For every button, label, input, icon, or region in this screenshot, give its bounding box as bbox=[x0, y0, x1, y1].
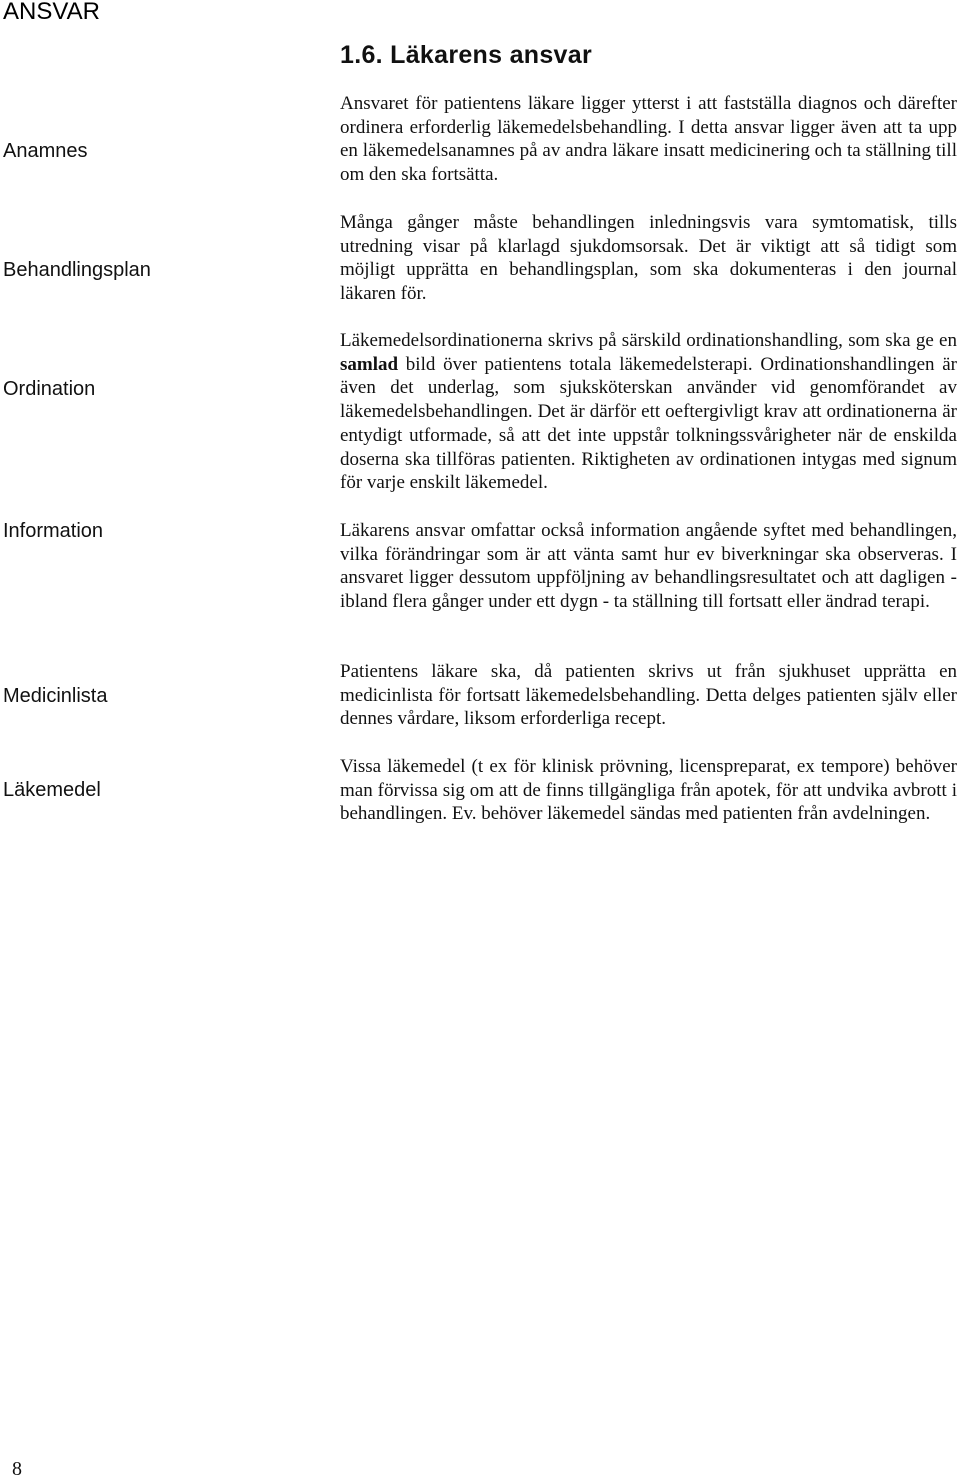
margin-label-information: Information bbox=[3, 520, 104, 542]
paragraph-medicinlista: Patientens läkare ska, då patienten skrivs ut från sjukhuset upprätta en medicinlista för fortsatt läkemedelsbehandling. Detta delges patienten själv eller dennes vårdare, liksom erforderliga recept. bbox=[340, 661, 957, 730]
paragraph-behandlingsplan: Många gånger måste behandlingen inledningsvis vara symtomatisk, tills utredning visar på klarlagd sjukdomsorsak. Det är viktigt att så tidigt som möjligt upprätta en behandlingsplan, som ska dokumenteras i den journal läkaren för. bbox=[340, 212, 957, 305]
paragraph-ordination-after: bild över patientens totala läkemedelsterapi. Ordinationshandlingen är även det underlag, som sjuksköterskan använder vid genomförandet av läkemedelsbehandlingen. Det är därför ett oeftergivligt krav att ordinationerna är entydigt utformade, så att det inte uppstår tolkningssvårigheter när de enskilda doserna ska tillföras patienten. Riktigheten av ordinationen intygas med signum för varje enskilt läkemedel. bbox=[340, 353, 957, 494]
paragraph-ordination-before: Läkemedelsordinationerna skrivs på särskild ordinationshandling, som ska ge en bbox=[340, 330, 957, 351]
running-header-title: ANSVAR bbox=[3, 0, 100, 25]
paragraph-lakemedel: Vissa läkemedel (t ex för klinisk prövning, licenspreparat, ex tempore) behöver man förvissa sig om att de finns tillgängliga från apotek, för att undvika avbrott i behandlingen. Ev. behöver läkemedel sändas med patienten från avdelningen. bbox=[340, 756, 957, 825]
paragraph-information: Läkarens ansvar omfattar också information angående syftet med behandlingen, vilka förändringar som är att vänta samt hur ev biverkningar ska observeras. I ansvaret ligger dessutom uppföljning av behandlingsresultatet och att dagligen - ibland flera gånger under ett dygn - ta ställning till fortsatt eller ändrad terapi. bbox=[340, 520, 957, 613]
margin-label-ordination: Ordination bbox=[3, 378, 96, 400]
margin-label-anamnes: Anamnes bbox=[3, 140, 88, 162]
paragraph-anamnes: Ansvaret för patientens läkare ligger ytterst i att fastställa diagnos och därefter ordinera erforderlig läkemedelsbehandling. I detta ansvar ligger även att ta upp en läkemedelsanamnes på av andra läkare insatt medicinering och ta ställning till om den ska fortsätta. bbox=[340, 93, 957, 186]
emphasis-samlad: samlad bbox=[340, 353, 399, 375]
section-heading: 1.6. Läkarens ansvar bbox=[340, 41, 592, 69]
page-number: 8 bbox=[12, 1458, 22, 1480]
margin-label-behandlingsplan: Behandlingsplan bbox=[3, 259, 151, 281]
paragraph-ordination bbox=[340, 329, 957, 495]
margin-label-lakemedel: Läkemedel bbox=[3, 779, 101, 801]
margin-label-medicinlista: Medicinlista bbox=[3, 685, 108, 707]
